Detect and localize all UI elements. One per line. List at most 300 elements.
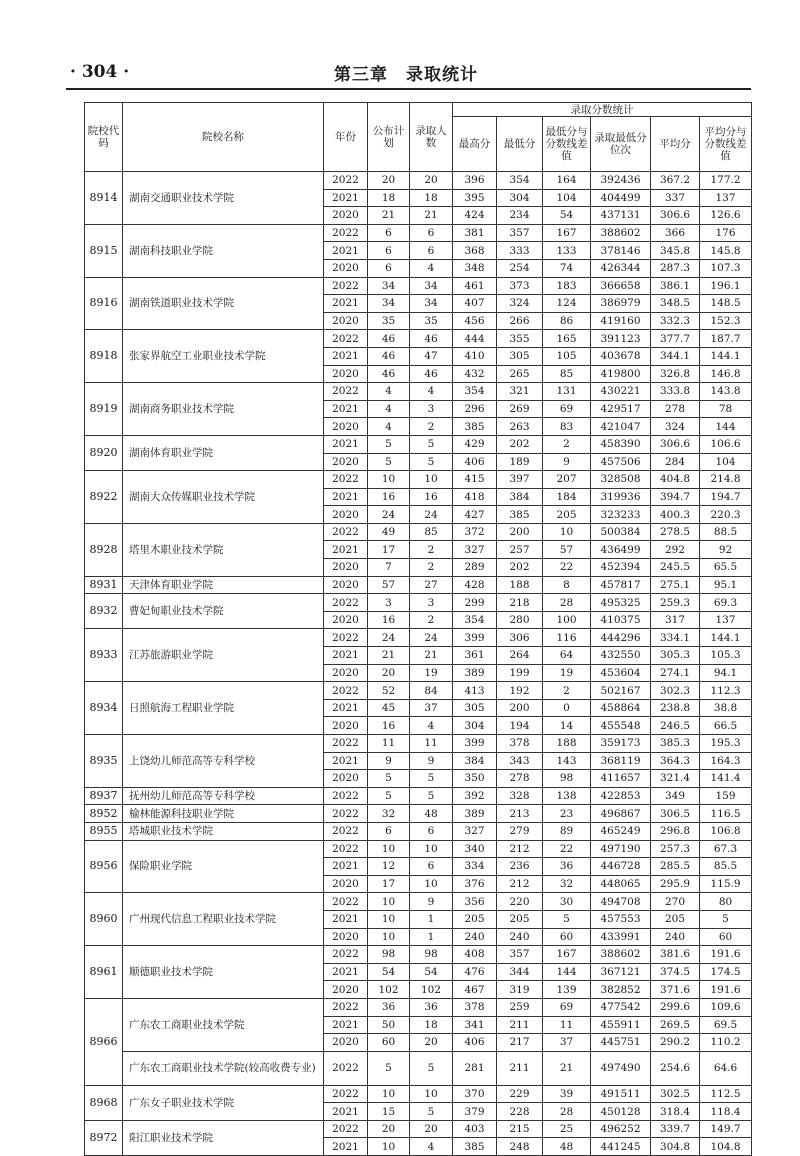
school-code: 8931 — [85, 576, 123, 594]
cell-min-diff: 28 — [543, 1103, 591, 1121]
table-row — [85, 682, 752, 700]
cell-year: 2020 — [324, 770, 368, 788]
cell-min-rank: 445751 — [591, 1034, 651, 1052]
cell-min: 202 — [497, 559, 543, 577]
header-min-diff: 最低分与分数线差值 — [543, 117, 591, 172]
page-number: · 304 · — [70, 62, 130, 82]
cell-admitted: 3 — [410, 594, 453, 612]
cell-avg: 270 — [651, 893, 700, 911]
cell-avg-diff: 104 — [700, 453, 752, 471]
header-min: 最低分 — [497, 117, 543, 172]
cell-min-diff: 207 — [543, 471, 591, 489]
cell-year: 2022 — [324, 805, 368, 823]
cell-min: 254 — [497, 259, 543, 277]
cell-admitted: 5 — [410, 770, 453, 788]
cell-avg-diff: 191.6 — [700, 981, 752, 999]
cell-year: 2021 — [324, 752, 368, 770]
cell-plan: 10 — [368, 928, 410, 946]
cell-min-diff: 22 — [543, 559, 591, 577]
cell-min-diff: 167 — [543, 946, 591, 964]
cell-avg-diff: 137 — [700, 189, 752, 207]
cell-min: 234 — [497, 207, 543, 225]
cell-min: 217 — [497, 1034, 543, 1052]
cell-min-rank: 436499 — [591, 541, 651, 559]
cell-year: 2022 — [324, 383, 368, 401]
cell-min-diff: 60 — [543, 928, 591, 946]
school-code: 8960 — [85, 893, 123, 946]
school-name: 江苏旅游职业学院 — [123, 629, 324, 682]
cell-avg-diff: 220.3 — [700, 506, 752, 524]
cell-avg: 245.5 — [651, 559, 700, 577]
cell-year: 2020 — [324, 312, 368, 330]
cell-plan: 10 — [368, 471, 410, 489]
table-row — [85, 1085, 752, 1103]
cell-plan: 12 — [368, 858, 410, 876]
cell-avg-diff: 126.6 — [700, 207, 752, 225]
cell-avg: 305.3 — [651, 647, 700, 665]
cell-admitted: 20 — [410, 172, 453, 190]
cell-max: 381 — [453, 224, 497, 242]
school-code: 8972 — [85, 1120, 123, 1155]
cell-min: 192 — [497, 682, 543, 700]
cell-avg-diff: 141.4 — [700, 770, 752, 788]
cell-year: 2021 — [324, 242, 368, 260]
cell-plan: 17 — [368, 541, 410, 559]
cell-min-diff: 143 — [543, 752, 591, 770]
cell-min-rank: 441245 — [591, 1138, 651, 1156]
school-name: 湖南大众传媒职业技术学院 — [123, 471, 324, 524]
table-row — [85, 523, 752, 541]
cell-max: 415 — [453, 471, 497, 489]
cell-min-rank: 457506 — [591, 453, 651, 471]
cell-avg: 240 — [651, 928, 700, 946]
table-row — [85, 787, 752, 805]
cell-min-rank: 388602 — [591, 224, 651, 242]
cell-max: 410 — [453, 347, 497, 365]
cell-admitted: 4 — [410, 383, 453, 401]
cell-min-rank: 496252 — [591, 1120, 651, 1138]
cell-year: 2021 — [324, 699, 368, 717]
cell-plan: 20 — [368, 172, 410, 190]
cell-year: 2022 — [324, 787, 368, 805]
table-row — [85, 893, 752, 911]
school-name: 天津体育职业学院 — [123, 576, 324, 594]
cell-min-rank: 429517 — [591, 400, 651, 418]
cell-avg-diff: 69.5 — [700, 1016, 752, 1034]
cell-max: 396 — [453, 172, 497, 190]
cell-year: 2021 — [324, 435, 368, 453]
cell-avg: 306.6 — [651, 207, 700, 225]
cell-min-diff: 23 — [543, 805, 591, 823]
cell-avg: 386.1 — [651, 277, 700, 295]
cell-min-diff: 86 — [543, 312, 591, 330]
cell-avg: 269.5 — [651, 1016, 700, 1034]
cell-avg-diff: 66.5 — [700, 717, 752, 735]
cell-plan: 16 — [368, 611, 410, 629]
cell-min-diff: 25 — [543, 1120, 591, 1138]
cell-min: 263 — [497, 418, 543, 436]
cell-min-diff: 164 — [543, 172, 591, 190]
cell-max: 205 — [453, 910, 497, 928]
cell-avg: 333.8 — [651, 383, 700, 401]
cell-avg-diff: 137 — [700, 611, 752, 629]
cell-plan: 15 — [368, 1103, 410, 1121]
cell-min: 279 — [497, 822, 543, 840]
cell-admitted: 10 — [410, 840, 453, 858]
cell-admitted: 3 — [410, 400, 453, 418]
cell-max: 281 — [453, 1051, 497, 1085]
cell-avg-diff: 38.8 — [700, 699, 752, 717]
cell-year: 2020 — [324, 506, 368, 524]
cell-avg-diff: 144.1 — [700, 629, 752, 647]
cell-max: 304 — [453, 717, 497, 735]
cell-year: 2020 — [324, 1034, 368, 1052]
cell-min: 343 — [497, 752, 543, 770]
cell-year: 2021 — [324, 189, 368, 207]
cell-min: 269 — [497, 400, 543, 418]
table-row — [85, 224, 752, 242]
cell-avg: 318.4 — [651, 1103, 700, 1121]
cell-admitted: 46 — [410, 330, 453, 348]
school-code: 8968 — [85, 1085, 123, 1120]
school-name: 湖南科技职业学院 — [123, 224, 324, 277]
cell-avg: 257.3 — [651, 840, 700, 858]
cell-plan: 9 — [368, 752, 410, 770]
cell-admitted: 5 — [410, 435, 453, 453]
cell-min: 264 — [497, 647, 543, 665]
cell-min-rank: 366658 — [591, 277, 651, 295]
cell-max: 379 — [453, 1103, 497, 1121]
cell-max: 389 — [453, 664, 497, 682]
cell-max: 392 — [453, 787, 497, 805]
cell-plan: 57 — [368, 576, 410, 594]
cell-plan: 10 — [368, 1085, 410, 1103]
school-code: 8918 — [85, 330, 123, 383]
cell-admitted: 2 — [410, 541, 453, 559]
table-row — [85, 172, 752, 190]
header-min-rank: 录取最低分位次 — [591, 117, 651, 172]
cell-avg-diff: 64.6 — [700, 1051, 752, 1085]
table-row — [85, 1120, 752, 1138]
cell-avg-diff: 144.1 — [700, 347, 752, 365]
cell-plan: 20 — [368, 1120, 410, 1138]
table-row — [85, 471, 752, 489]
cell-plan: 34 — [368, 277, 410, 295]
cell-admitted: 6 — [410, 242, 453, 260]
cell-min-diff: 64 — [543, 647, 591, 665]
cell-year: 2022 — [324, 471, 368, 489]
cell-min-diff: 48 — [543, 1138, 591, 1156]
cell-avg-diff: 110.2 — [700, 1034, 752, 1052]
cell-min: 384 — [497, 488, 543, 506]
cell-admitted: 2 — [410, 559, 453, 577]
cell-year: 2022 — [324, 277, 368, 295]
cell-plan: 7 — [368, 559, 410, 577]
cell-min: 357 — [497, 224, 543, 242]
cell-min-rank: 458390 — [591, 435, 651, 453]
cell-admitted: 84 — [410, 682, 453, 700]
cell-year: 2022 — [324, 998, 368, 1016]
cell-plan: 10 — [368, 910, 410, 928]
cell-plan: 10 — [368, 840, 410, 858]
cell-avg-diff: 116.5 — [700, 805, 752, 823]
cell-min-diff: 2 — [543, 435, 591, 453]
cell-max: 467 — [453, 981, 497, 999]
cell-admitted: 5 — [410, 1103, 453, 1121]
cell-min-rank: 497490 — [591, 1051, 651, 1085]
cell-avg: 299.6 — [651, 998, 700, 1016]
cell-avg-diff: 196.1 — [700, 277, 752, 295]
cell-max: 370 — [453, 1085, 497, 1103]
cell-admitted: 35 — [410, 312, 453, 330]
cell-plan: 46 — [368, 347, 410, 365]
cell-admitted: 2 — [410, 611, 453, 629]
cell-min-diff: 85 — [543, 365, 591, 383]
cell-avg-diff: 94.1 — [700, 664, 752, 682]
cell-min: 194 — [497, 717, 543, 735]
cell-admitted: 27 — [410, 576, 453, 594]
cell-admitted: 4 — [410, 259, 453, 277]
cell-min: 324 — [497, 295, 543, 313]
cell-min-diff: 10 — [543, 523, 591, 541]
school-name: 榆林能源科技职业学院 — [123, 805, 324, 823]
cell-max: 385 — [453, 1138, 497, 1156]
cell-avg: 385.3 — [651, 735, 700, 753]
cell-min-diff: 138 — [543, 787, 591, 805]
cell-year: 2020 — [324, 259, 368, 277]
cell-min-diff: 69 — [543, 400, 591, 418]
cell-min-rank: 422853 — [591, 787, 651, 805]
cell-max: 399 — [453, 629, 497, 647]
cell-max: 456 — [453, 312, 497, 330]
cell-plan: 46 — [368, 330, 410, 348]
header-code: 院校代码 — [85, 103, 123, 172]
header-rule — [66, 88, 751, 90]
school-name: 抚州幼儿师范高等专科学校 — [123, 787, 324, 805]
cell-min: 306 — [497, 629, 543, 647]
cell-avg: 306.5 — [651, 805, 700, 823]
header-max: 最高分 — [453, 117, 497, 172]
cell-max: 444 — [453, 330, 497, 348]
cell-avg: 374.5 — [651, 963, 700, 981]
cell-min-diff: 2 — [543, 682, 591, 700]
cell-max: 354 — [453, 611, 497, 629]
cell-avg: 278.5 — [651, 523, 700, 541]
cell-min-rank: 419160 — [591, 312, 651, 330]
cell-admitted: 16 — [410, 488, 453, 506]
cell-avg-diff: 143.8 — [700, 383, 752, 401]
cell-avg-diff: 88.5 — [700, 523, 752, 541]
cell-year: 2021 — [324, 910, 368, 928]
cell-min-rank: 457817 — [591, 576, 651, 594]
cell-avg: 302.5 — [651, 1085, 700, 1103]
table-row — [85, 998, 752, 1016]
cell-avg-diff: 115.9 — [700, 875, 752, 893]
cell-min: 200 — [497, 699, 543, 717]
school-code: 8934 — [85, 682, 123, 735]
cell-plan: 54 — [368, 963, 410, 981]
cell-min-diff: 39 — [543, 1085, 591, 1103]
header-plan: 公布计划 — [368, 103, 410, 172]
cell-min-rank: 446728 — [591, 858, 651, 876]
admission-table — [84, 102, 752, 1156]
cell-min-rank: 392436 — [591, 172, 651, 190]
cell-admitted: 98 — [410, 946, 453, 964]
cell-avg: 304.8 — [651, 1138, 700, 1156]
table-row — [85, 840, 752, 858]
cell-plan: 52 — [368, 682, 410, 700]
cell-min-diff: 19 — [543, 664, 591, 682]
cell-avg: 381.6 — [651, 946, 700, 964]
cell-max: 407 — [453, 295, 497, 313]
table-row — [85, 576, 752, 594]
cell-min-diff: 184 — [543, 488, 591, 506]
cell-avg: 394.7 — [651, 488, 700, 506]
cell-min-rank: 403678 — [591, 347, 651, 365]
cell-plan: 36 — [368, 998, 410, 1016]
cell-admitted: 5 — [410, 1051, 453, 1085]
school-name: 广东农工商职业技术学院 — [123, 998, 324, 1051]
table-body — [85, 172, 752, 1156]
table-header — [85, 103, 752, 172]
cell-year: 2020 — [324, 576, 368, 594]
cell-year: 2022 — [324, 946, 368, 964]
cell-avg-diff: 105.3 — [700, 647, 752, 665]
school-code: 8922 — [85, 471, 123, 524]
cell-min-rank: 437131 — [591, 207, 651, 225]
cell-min-diff: 8 — [543, 576, 591, 594]
cell-min-diff: 124 — [543, 295, 591, 313]
cell-min: 328 — [497, 787, 543, 805]
school-code: 8956 — [85, 840, 123, 893]
cell-year: 2021 — [324, 858, 368, 876]
cell-year: 2022 — [324, 893, 368, 911]
cell-max: 418 — [453, 488, 497, 506]
cell-min: 280 — [497, 611, 543, 629]
cell-min: 218 — [497, 594, 543, 612]
cell-plan: 98 — [368, 946, 410, 964]
cell-avg: 287.3 — [651, 259, 700, 277]
cell-max: 427 — [453, 506, 497, 524]
cell-avg: 404.8 — [651, 471, 700, 489]
cell-admitted: 34 — [410, 295, 453, 313]
school-name: 张家界航空工业职业技术学院 — [123, 330, 324, 383]
cell-admitted: 21 — [410, 207, 453, 225]
cell-max: 348 — [453, 259, 497, 277]
header-year: 年份 — [324, 103, 368, 172]
cell-year: 2020 — [324, 453, 368, 471]
cell-year: 2020 — [324, 611, 368, 629]
cell-min: 189 — [497, 453, 543, 471]
cell-admitted: 10 — [410, 471, 453, 489]
cell-year: 2022 — [324, 629, 368, 647]
cell-min: 229 — [497, 1085, 543, 1103]
school-code: 8933 — [85, 629, 123, 682]
cell-plan: 11 — [368, 735, 410, 753]
cell-avg-diff: 177.2 — [700, 172, 752, 190]
cell-avg: 205 — [651, 910, 700, 928]
cell-admitted: 1 — [410, 928, 453, 946]
cell-plan: 24 — [368, 506, 410, 524]
cell-max: 378 — [453, 998, 497, 1016]
cell-plan: 17 — [368, 875, 410, 893]
cell-avg-diff: 65.5 — [700, 559, 752, 577]
cell-avg: 302.3 — [651, 682, 700, 700]
cell-min-diff: 36 — [543, 858, 591, 876]
cell-year: 2020 — [324, 418, 368, 436]
cell-max: 406 — [453, 1034, 497, 1052]
cell-avg: 278 — [651, 400, 700, 418]
cell-min-rank: 455548 — [591, 717, 651, 735]
cell-min-rank: 458864 — [591, 699, 651, 717]
cell-max: 476 — [453, 963, 497, 981]
cell-max: 350 — [453, 770, 497, 788]
table-row — [85, 946, 752, 964]
cell-min-diff: 21 — [543, 1051, 591, 1085]
cell-admitted: 5 — [410, 787, 453, 805]
cell-plan: 35 — [368, 312, 410, 330]
cell-avg: 259.3 — [651, 594, 700, 612]
cell-max: 461 — [453, 277, 497, 295]
school-name: 塔城职业技术学院 — [123, 822, 324, 840]
cell-max: 385 — [453, 418, 497, 436]
cell-min-diff: 32 — [543, 875, 591, 893]
cell-plan: 5 — [368, 1051, 410, 1085]
cell-plan: 5 — [368, 770, 410, 788]
school-name: 湖南铁道职业技术学院 — [123, 277, 324, 330]
cell-min: 188 — [497, 576, 543, 594]
cell-plan: 102 — [368, 981, 410, 999]
cell-avg-diff: 195.3 — [700, 735, 752, 753]
cell-avg: 377.7 — [651, 330, 700, 348]
cell-min-diff: 98 — [543, 770, 591, 788]
cell-min-rank: 444296 — [591, 629, 651, 647]
cell-avg-diff: 5 — [700, 910, 752, 928]
cell-year: 2021 — [324, 347, 368, 365]
school-code: 8935 — [85, 735, 123, 788]
cell-plan: 21 — [368, 207, 410, 225]
cell-min-diff: 69 — [543, 998, 591, 1016]
cell-min-rank: 388602 — [591, 946, 651, 964]
cell-avg-diff: 112.3 — [700, 682, 752, 700]
cell-min: 373 — [497, 277, 543, 295]
cell-year: 2022 — [324, 523, 368, 541]
cell-avg: 292 — [651, 541, 700, 559]
header-admitted: 录取人数 — [410, 103, 453, 172]
cell-plan: 4 — [368, 383, 410, 401]
cell-plan: 16 — [368, 488, 410, 506]
cell-min: 202 — [497, 435, 543, 453]
cell-avg: 366 — [651, 224, 700, 242]
cell-admitted: 5 — [410, 453, 453, 471]
cell-min-diff: 104 — [543, 189, 591, 207]
cell-avg: 371.6 — [651, 981, 700, 999]
cell-min-diff: 83 — [543, 418, 591, 436]
cell-avg-diff: 95.1 — [700, 576, 752, 594]
cell-min: 378 — [497, 735, 543, 753]
school-code: 8966 — [85, 998, 123, 1085]
cell-avg-diff: 78 — [700, 400, 752, 418]
cell-min: 333 — [497, 242, 543, 260]
cell-year: 2021 — [324, 488, 368, 506]
cell-min: 211 — [497, 1051, 543, 1085]
cell-admitted: 85 — [410, 523, 453, 541]
cell-avg: 306.6 — [651, 435, 700, 453]
cell-admitted: 19 — [410, 664, 453, 682]
cell-min-rank: 494708 — [591, 893, 651, 911]
cell-min-diff: 74 — [543, 259, 591, 277]
cell-admitted: 10 — [410, 875, 453, 893]
